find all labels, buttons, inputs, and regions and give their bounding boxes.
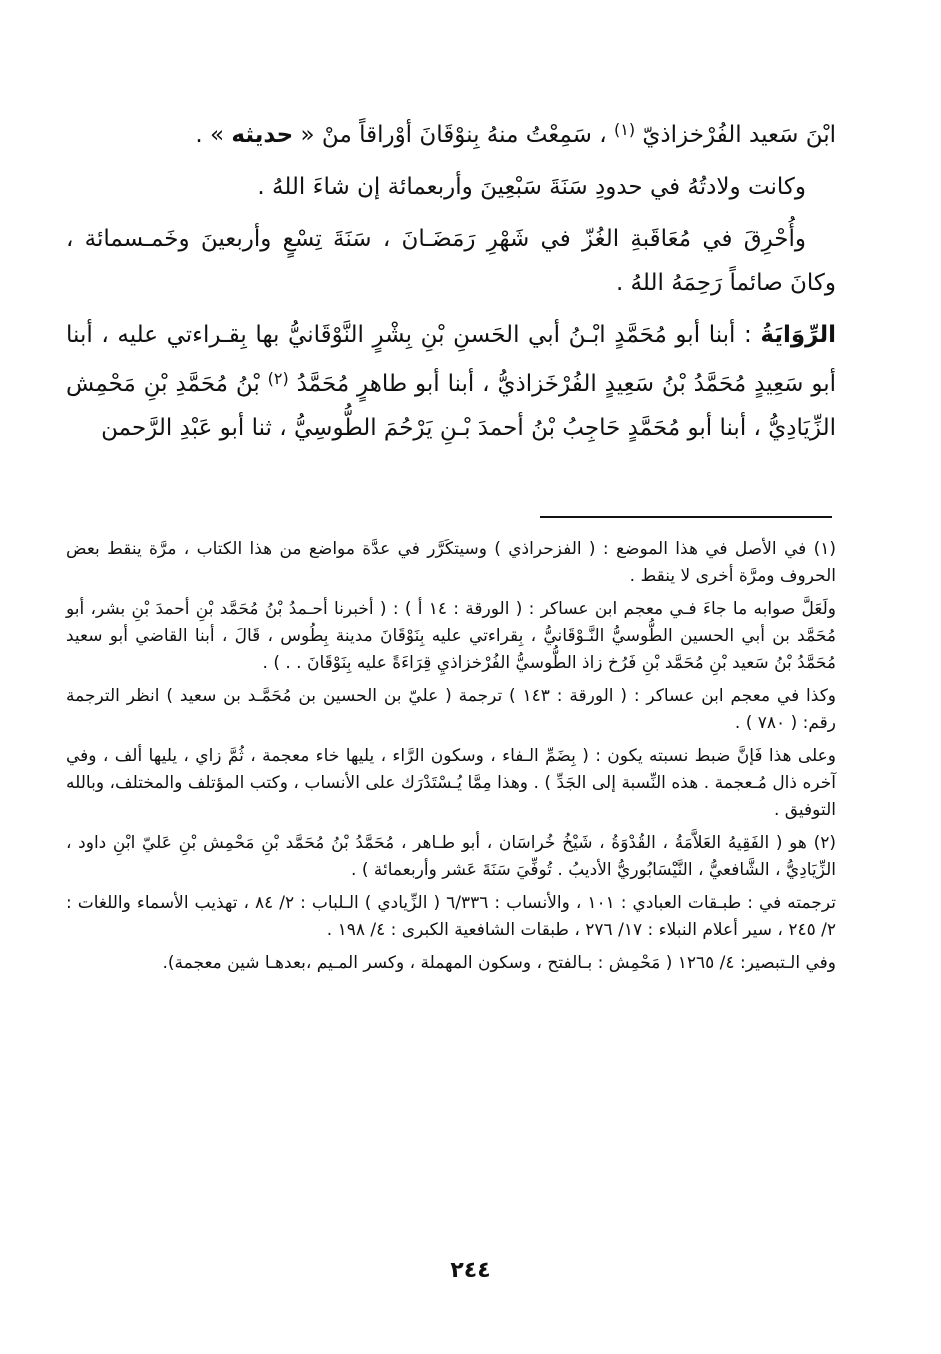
p1-before: ابْنَ سَعيد الفُرْخزاذيّ <box>642 122 836 148</box>
footnote-1-a: (١) في الأصل في هذا الموضع : ( الفزحراذي ) وسيتكَرَّر في عدَّة مواضع من هذا الكتاب ، مرَّة ينقط بعض الحروف ومرَّة أخرى لا ينقط . <box>66 539 836 586</box>
footnote-1-c: وكذا في معجم ابن عساكر : ( الورقة : ١٤٣ ) ترجمة ( عليّ بن الحسين بن مُحَمَّـد بن سعيد ) انظر الترجمة رقم: ( ٧٨٠ ) . <box>66 686 836 733</box>
riwaya-label: الرِّوَايَةُ <box>760 322 836 348</box>
p1-after: ، سَمِعْتُ منهُ بِنوْقَانَ أوْراقاً منْ « <box>300 122 607 148</box>
main-text <box>66 108 836 458</box>
footnote-ref-2: (٢) <box>267 369 289 388</box>
p1-end: » . <box>195 122 225 148</box>
paragraph-2: وكانت ولادتُهُ في حدودِ سَنَةَ سَبْعِينَ وأربعمائة إن شاءَ اللهُ . <box>257 174 806 200</box>
footnote-1-b: ولَعَلَّ صوابه ما جاءَ فـي معجم ابن عساكر : ( الورقة : ١٤ أ ) : ( أخبرنا أحـمدُ بْنُ مُحَمَّد بْنِ أحمدَ بْنِ بشر، أبو مُحَمَّد بن أبي الحسين الطُّوسيُّ النَّـوْقَانيُّ ، بِقراءتي عليه بِنَوْقَانَ مدينة بِطُوس ، قَالَ ، أبنا القاضي أبو سعيد مُحَمَّدُ بْنُ سَعيد بْنِ مُحَمَّد بْنِ فَرُخ زاذ الطُّوسيُّ الفُرْخزاذيِ قِرَاءَةً عليه بِنَوْقَانَ . . ) . <box>66 599 836 673</box>
p4-text-1: : أبنا أبو مُحَمَّدٍ ابْـنُ أبي الحَسنِ بْنِ بِشْرٍ النَّوْقَانيُّ بها بِقـراءتي عليه ، أبنا أبو سَعِيدٍ مُحَمَّدُ بْنُ سَعِيدٍ الفُرْخَزاذيُّ ، أبنا أبو طاهرٍ مُحَمَّدُ <box>66 322 836 397</box>
p1-bold-word: حديثه <box>231 122 294 148</box>
footnote-2-b: ترجمته في : طبـقات العبادي : ١٠١ ، والأنساب : ٦/٣٣٦ ( الزِّيادي ) الـلباب : ٢/ ٨٤ ، تهذيب الأسماء واللغات : ٢/ ٢٤٥ ، سير أعلام النبلاء : ١٧/ ٢٧٦ ، طبقات الشافعية الكبرى : ٤/ ١٩٨ . <box>66 893 836 940</box>
p4-text-2: بْنُ مُحَمَّدِ بْنِ مَحْمِش الزِّيَادِيُّ ، أبنا أبو مُحَمَّدٍ حَاجِبُ بْنُ أحمدَ بْـنِ يَرْحُمَ الطُّوسِيُّ ، ثنا أبو عَبْدِ الرَّحمن <box>66 371 836 441</box>
paragraph-4 <box>66 313 836 450</box>
paragraph-1 <box>66 108 836 157</box>
footnote-2-c: وفي الـتبصير: ٤/ ١٢٦٥ ( مَحْمِش : بـالفتح ، وسكون المهملة ، وكسر المـيم ،بعدهـا شين معجمة). <box>162 953 836 973</box>
footnote-1-d: وعلى هذا فَإنَّ ضبط نسبته يكون : ( بِضَمِّ الـفاء ، وسكون الرَّاء ، يليها خاء معجمة ، ثُمَّ زاي ، يليها ألف ، وفي آخره ذال مُـعجمة . هذه النِّسبة إلى الجَدِّ ) . وهذا مِمَّا يُـسْتَدْرَك على الأنساب ، وكتب المؤتلف والمختلف، وبالله التوفيق . <box>66 746 836 820</box>
paragraph-3: وأُحْرِقَ في مُعَاقَبةِ الغُزّ في شَهْرِ رَمَضَـانَ ، سَنَةَ تِسْعٍ وأربعينَ وخَمـسمائة ، وكانَ صائماً رَحِمَهُ اللهُ . <box>66 226 836 296</box>
footnote-ref-1: (١) <box>614 120 636 139</box>
footnote-separator <box>540 516 832 518</box>
footnote-2-a: (٢) هو ( الفَقِيهُ العَلاَّمَةُ ، القُدْوَةُ ، شَيْخُ خُراسَان ، أبو طـاهر ، مُحَمَّدُ بْنُ مُحَمَّد بْنِ مَحْمِش بْنِ عَليّ ابْنِ داود ، الزِّيَادِيُّ ، الشَّافعيُّ ، النَّيْسَابُوريُّ الأديبُ . تُوفِّيَ سَنَةَ عَشر وأربعمائة ) . <box>66 833 836 880</box>
footnotes <box>66 536 836 983</box>
page-number: ٢٤٤ <box>450 1258 491 1283</box>
